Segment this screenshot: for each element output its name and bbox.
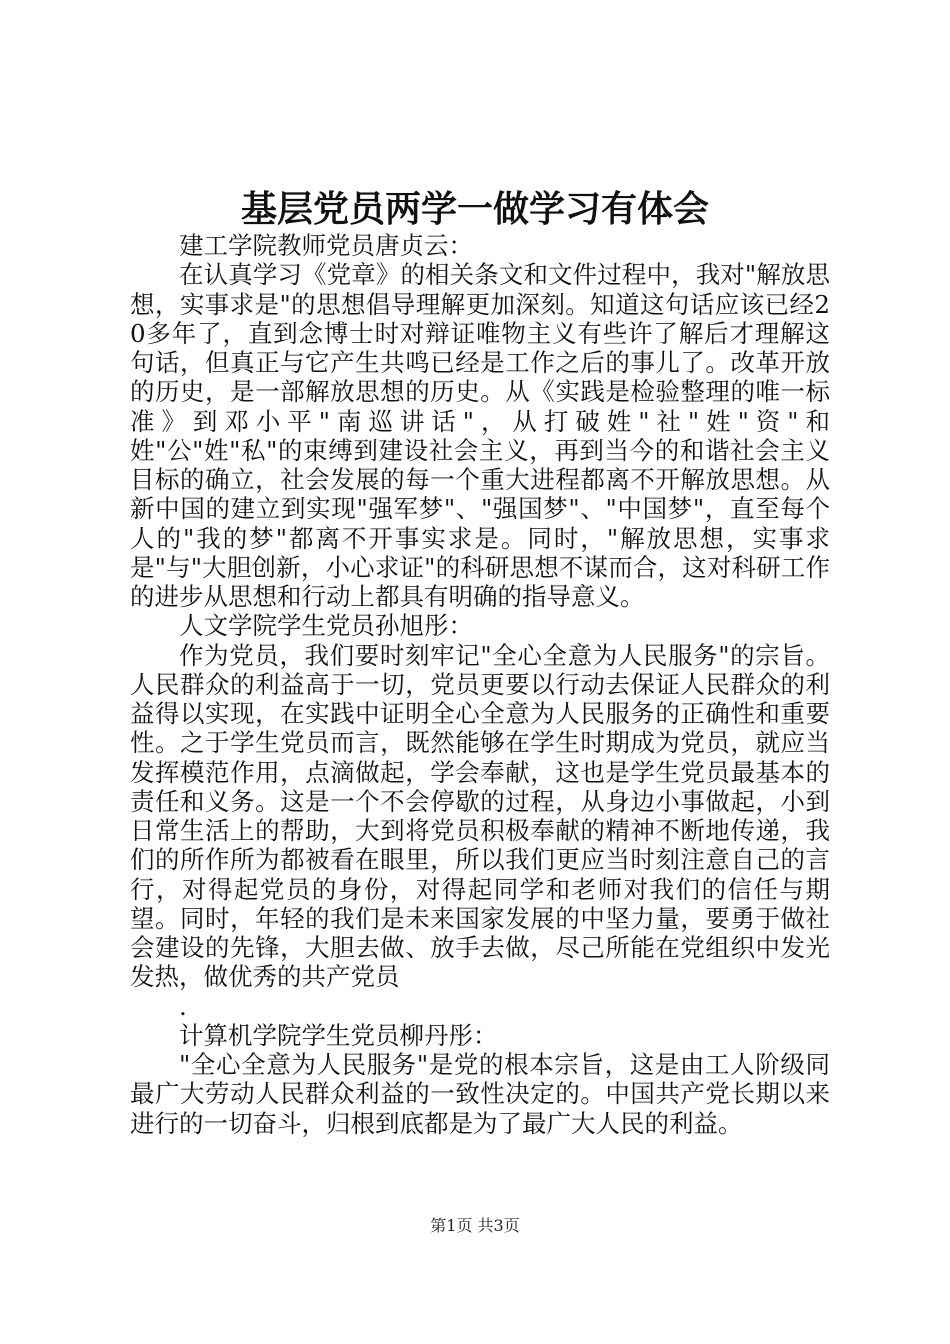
document-body [130,231,830,1138]
document-title: 基层党员两学一做学习有体会 [240,188,709,230]
paragraph-content-1: 在认真学习《党章》的相关条文和文件过程中，我对"解放思想，实事求是"的思想倡导理解更加深刻。知道这句话应该已经20多年了，直到念博士时对辩证唯物主义有些许了解后才理解这句话，但真正与它产生共鸣已经是工作之后的事儿了。改革开放的历史，是一部解放思想的历史。从《实践是检验整理的唯一标准》到邓小平"南巡讲话"，从打破姓"社"姓"资"和姓"公"姓"私"的束缚到建设社会主义，再到当今的和谐社会主义目标的确立，社会发展的每一个重大进程都离不开解放思想。从新中国的建立到实现"强军梦"、"强国梦"、"中国梦"，直至每个人的"我的梦"都离不开事实求是。同时，"解放思想，实事求是"与"大胆创新，小心求证"的科研思想不谋而合，这对科研工作的进步从思想和行动上都具有明确的指导意义。 [130,260,830,611]
paragraph-author-2: 人文学院学生党员孙旭彤： [179,611,473,641]
paragraph-content-3: "全心全意为人民服务"是党的根本宗旨，这是由工人阶级同最广大劳动人民群众利益的一致性决定的。中国共产党长期以来进行的一切奋斗，归根到底都是为了最广大人民的利益。 [130,1050,830,1138]
separator-dot: . [179,991,187,1021]
paragraph-author-3: 计算机学院学生党员柳丹彤： [179,1020,498,1050]
paragraph-content-2: 作为党员，我们要时刻牢记"全心全意为人民服务"的宗旨。人民群众的利益高于一切，党员更要以行动去保证人民群众的利益得以实现，在实践中证明全心全意为人民服务的正确性和重要性。之于学生党员而言，既然能够在学生时期成为党员，就应当发挥模范作用，点滴做起，学会奉献，这也是学生党员最基本的责任和义务。这是一个不会停歇的过程，从身边小事做起，小到日常生活上的帮助，大到将党员积极奉献的精神不断地传递，我们的所作所为都被看在眼里，所以我们更应当时刻注意自己的言行，对得起党员的身份，对得起同学和老师对我们的信任与期望。同时，年轻的我们是未来国家发展的中坚力量，要勇于做社会建设的先锋，大胆去做、放手去做，尽己所能在党组织中发光发热，做优秀的共产党员 [130,640,830,992]
paragraph-author-1: 建工学院教师党员唐贞云： [179,231,473,260]
page-footer: 第1页 共3页 [430,1216,520,1235]
